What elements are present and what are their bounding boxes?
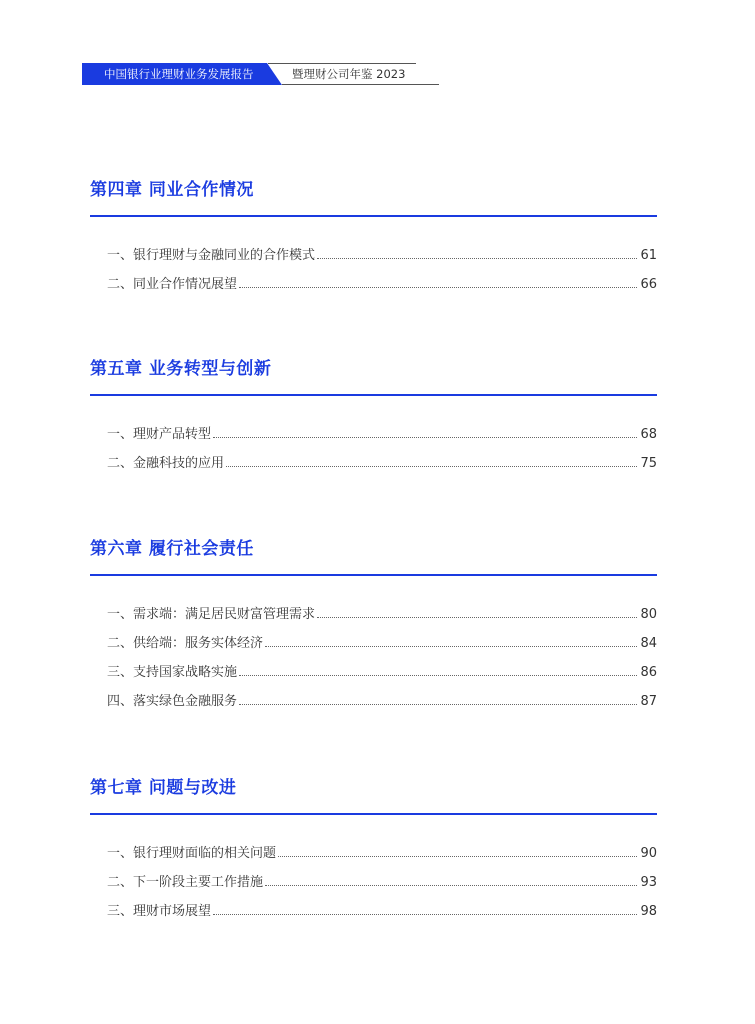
toc-entry-page: 86: [640, 665, 657, 680]
toc-entry-page: 61: [640, 248, 657, 263]
toc-entry-label: 三、支持国家战略实施: [107, 665, 238, 680]
toc-entry[interactable]: [90, 861, 657, 890]
toc-leader-dots: [213, 913, 637, 915]
toc-entry-label: 二、下一阶段主要工作措施: [107, 875, 264, 890]
toc-entry[interactable]: [90, 680, 657, 709]
toc-entry-page: 98: [640, 904, 657, 919]
toc-leader-dots: [317, 257, 637, 259]
chapter-title: 第五章 业务转型与创新: [90, 359, 272, 379]
toc-list: [90, 832, 657, 919]
toc-leader-dots: [265, 884, 637, 886]
toc-entry-label: 一、银行理财面临的相关问题: [107, 846, 277, 861]
chapter-6: [90, 538, 657, 709]
toc-entry[interactable]: [90, 890, 657, 919]
toc-list: [90, 593, 657, 709]
toc-entry[interactable]: [90, 413, 657, 442]
toc-entry[interactable]: [90, 442, 657, 471]
toc-entry-label: 一、需求端：满足居民财富管理需求: [107, 607, 316, 622]
chapter-4: [90, 179, 657, 292]
toc-entry-page: 75: [640, 456, 657, 471]
toc-leader-dots: [239, 286, 637, 288]
chapter-5: [90, 358, 657, 471]
toc-entry[interactable]: [90, 263, 657, 292]
toc-entry-page: 90: [640, 846, 657, 861]
toc-leader-dots: [265, 645, 637, 647]
toc-entry[interactable]: [90, 622, 657, 651]
toc-entry-page: 87: [640, 694, 657, 709]
toc-entry-label: 二、金融科技的应用: [107, 456, 225, 471]
toc-leader-dots: [239, 674, 637, 676]
header-rule-top: [268, 63, 416, 64]
chapter-rule: [90, 574, 657, 576]
chapter-title: 第七章 问题与改进: [90, 778, 237, 798]
toc-leader-dots: [226, 465, 637, 467]
chapter-7: [90, 777, 657, 919]
toc-leader-dots: [213, 436, 637, 438]
chapter-title: 第四章 同业合作情况: [90, 180, 254, 200]
toc-entry[interactable]: [90, 593, 657, 622]
toc-list: [90, 234, 657, 292]
chapter-rule: [90, 215, 657, 217]
chapter-rule: [90, 394, 657, 396]
header-report-title: 中国银行业理财业务发展报告: [104, 67, 254, 81]
toc-entry-page: 84: [640, 636, 657, 651]
header-subtitle: 暨理财公司年鉴 2023: [292, 67, 406, 81]
header-rule-bottom: [282, 84, 439, 85]
toc-leader-dots: [278, 855, 637, 857]
toc-entry-label: 四、落实绿色金融服务: [107, 694, 238, 709]
toc-entry-label: 二、供给端：服务实体经济: [107, 636, 264, 651]
chapter-title: 第六章 履行社会责任: [90, 539, 254, 559]
toc-list: [90, 413, 657, 471]
toc-leader-dots: [239, 703, 637, 705]
toc-entry-label: 一、银行理财与金融同业的合作模式: [107, 248, 316, 263]
toc-entry-label: 三、理财市场展望: [107, 904, 212, 919]
toc-entry-page: 68: [640, 427, 657, 442]
toc-entry[interactable]: [90, 651, 657, 680]
toc-leader-dots: [317, 616, 637, 618]
toc-entry[interactable]: [90, 234, 657, 263]
toc-entry-page: 80: [640, 607, 657, 622]
toc-entry-page: 66: [640, 277, 657, 292]
toc-entry-page: 93: [640, 875, 657, 890]
toc-entry[interactable]: [90, 832, 657, 861]
running-header: [82, 63, 442, 85]
chapter-rule: [90, 813, 657, 815]
toc-entry-label: 一、理财产品转型: [107, 427, 212, 442]
toc-entry-label: 二、同业合作情况展望: [107, 277, 238, 292]
